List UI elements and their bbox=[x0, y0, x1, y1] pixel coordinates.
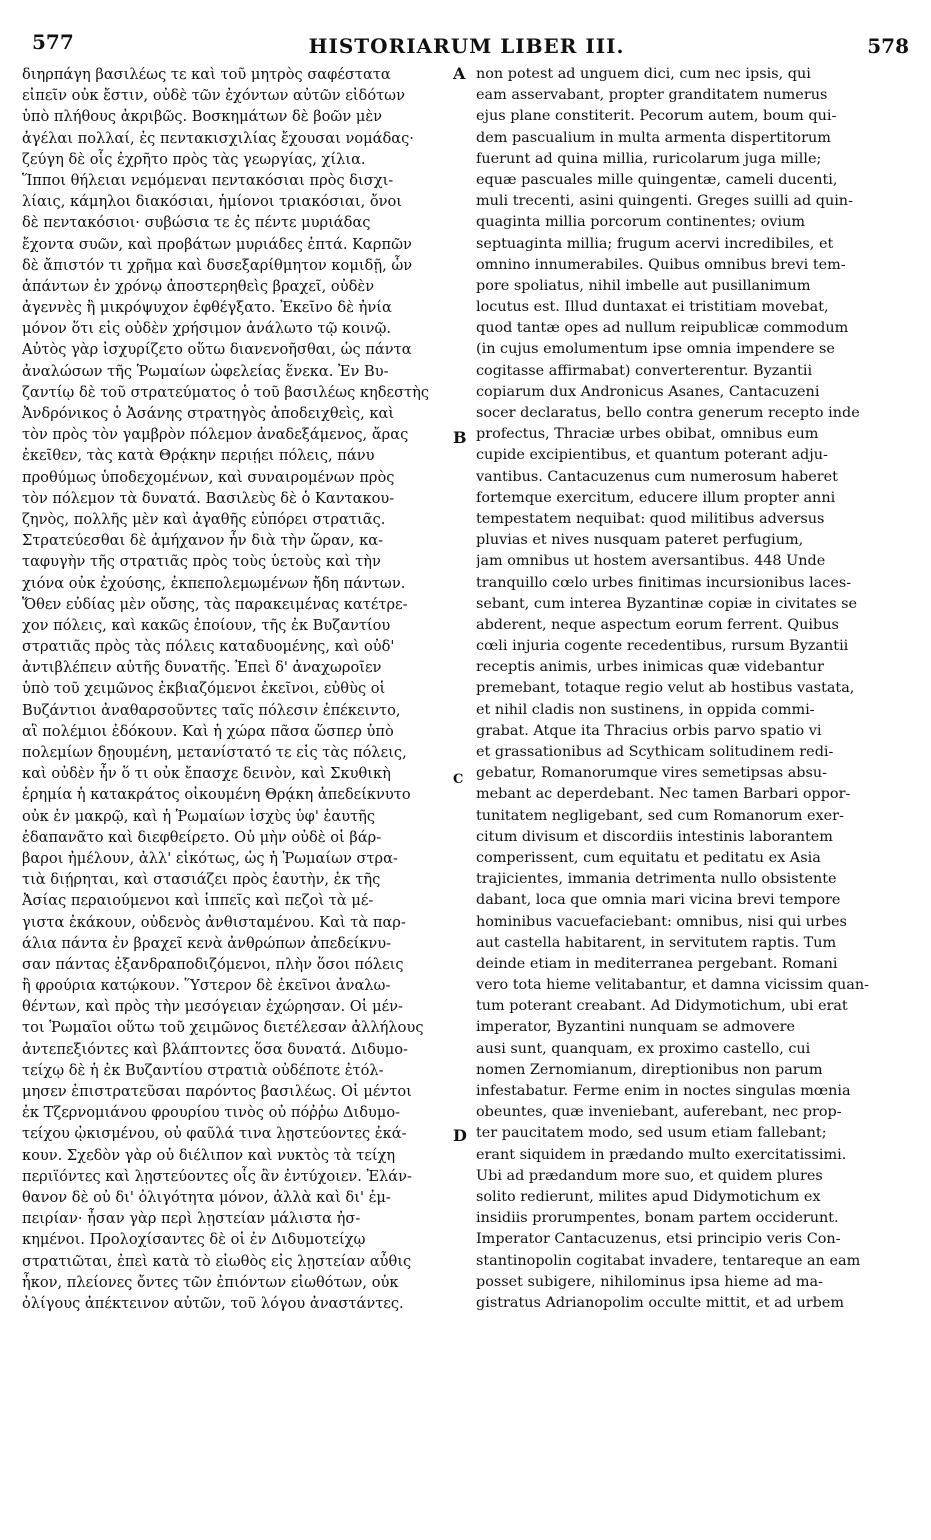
greek-text-line: θανον δὲ οὐ δι' ὀλιγότητα μόνον, ἀλλὰ καὶ δι' ἐμ- bbox=[22, 1188, 391, 1206]
latin-text-line: socer declaratus, bello contra generum recepto inde bbox=[476, 405, 860, 421]
greek-text-line: άλια πάντα ἐν βραχεῖ κενὰ ἀνθρώπων ἀπεδείκνυ- bbox=[22, 934, 392, 952]
latin-text-line: vero tota hieme velitabantur, et damna vicissim quan- bbox=[476, 977, 869, 994]
greek-text-line: δὲ ἄπιστόν τι χρῆμα καὶ δυσεξαρίθμητον κομιδῇ, ὧν bbox=[22, 256, 413, 274]
latin-text-line: cupide excipientibus, et quantum poterant adju- bbox=[476, 447, 828, 464]
latin-text-line: omnino innumerabiles. Quibus omnibus brevi tem- bbox=[476, 256, 846, 273]
greek-text-line: δὲ πεντακόσιοι· συβώσια τε ἐς πέντε μυριάδας bbox=[22, 214, 371, 232]
margin-marker-c: C bbox=[453, 772, 464, 787]
greek-text-line: ἐκεῖθεν, τὰς κατὰ Θρᾴκην περιῄει πόλεις, πάνυ bbox=[22, 447, 375, 465]
greek-text-line: χον πόλεις, καὶ κακῶς ἐποίουν, τῆς ἐκ Βυζαντίου bbox=[22, 616, 391, 634]
greek-text-line: μόνον ὅτι εἰς οὐδὲν χρήσιμον ἀνάλωτο τῷ κοινῷ. bbox=[22, 320, 392, 338]
latin-text-line: tranquillo cœlo urbes finitimas incursionibus laces- bbox=[476, 574, 852, 591]
greek-text-line: ἐρημία ἡ κατακράτος οἰκουμένη Θρᾴκη ἀπεδείκνυτο bbox=[22, 786, 411, 804]
latin-text-line: septuaginta millia; frugum acervi incredibiles, et bbox=[476, 235, 834, 252]
greek-text-line: εἰπεῖν οὐκ ἔστιν, οὐδὲ τῶν ἐχόντων αὐτῶν εἰδότων bbox=[22, 87, 405, 105]
latin-text-line: fortemque exercitum, educere illum propter anni bbox=[476, 489, 836, 506]
latin-text-line: sebant, cum interea Byzantinæ copiæ in civitates se bbox=[476, 595, 858, 612]
latin-text-line: copiarum dux Andronicus Asanes, Cantacuzeni bbox=[476, 383, 820, 400]
greek-text-line: λίαις, κάμηλοι διακόσιαι, ἡμίονοι τριακόσιαι, ὄνοι bbox=[22, 193, 403, 211]
margin-marker-d: D bbox=[453, 1126, 467, 1145]
latin-text-line: trajicientes, immania detrimenta nullo obsistente bbox=[476, 871, 837, 888]
latin-text-line: nomen Zernomianum, direptionibus non parum bbox=[476, 1061, 823, 1078]
greek-text-line: Βυζάντιοι ἀναθαρσοῦντες ταῖς πόλεσιν ἐπέκειντο, bbox=[22, 701, 401, 719]
latin-text-line: muli trecenti, asini quingenti. Greges suilli ad quin- bbox=[476, 193, 853, 210]
greek-text-line: ἀντεπεξιόντες καὶ βλάπτοντες ὅσα δυνατά. Διδυμο- bbox=[22, 1040, 408, 1058]
latin-text-line: gistratus Adrianopolim occulte mittit, et ad urbem bbox=[476, 1294, 844, 1311]
latin-text-line: vantibus. Cantacuzenus cum numerosum haberet bbox=[476, 468, 838, 485]
greek-text-line: Ἀσίας περαιούμενοι καὶ ἱππεῖς καὶ πεζοὶ τὰ μέ- bbox=[22, 892, 374, 910]
latin-text-line: Imperator Cantacuzenus, etsi principio veris Con- bbox=[476, 1231, 841, 1248]
greek-text-column bbox=[22, 64, 466, 1494]
latin-text-line: profectus, Thraciæ urbes obibat, omnibus eum bbox=[476, 426, 819, 443]
latin-text-line: grabat. Atque ita Thracius orbis parvo spatio vi bbox=[476, 722, 822, 739]
latin-text-line: pore spoliatus, nihil imbelle aut pusillanimum bbox=[476, 277, 811, 294]
greek-text-line: ἐδαπανᾶτο καὶ διεφθείρετο. Οὐ μὴν οὐδὲ οἱ βάρ- bbox=[22, 828, 382, 846]
greek-text-line: ἔχοντα συῶν, καὶ προβάτων μυριάδες ἑπτά. Καρπῶν bbox=[22, 235, 412, 253]
greek-text-line: κημένοι. Προλοχίσαντες δὲ οἱ ἐν Διδυμοτείχῳ bbox=[22, 1231, 366, 1249]
greek-text-line: ἁπάντων ἐν χρόνῳ ἀποστερηθεὶς βραχεῖ, οὐδὲν bbox=[22, 277, 375, 295]
latin-text-line: (in cujus emolumentum ipse omnia impendere se bbox=[476, 341, 835, 358]
greek-text-line: Αὐτὸς γὰρ ἰσχυρίζετο οὕτω διανενοῆσθαι, ὡς πάντα bbox=[22, 341, 412, 359]
greek-text-line: ἀγέλαι πολλαί, ἐς πεντακισχιλίας ἔχουσαι νομάδας· bbox=[22, 129, 414, 147]
latin-text-line: equæ pascuales mille quingentæ, cameli ducenti, bbox=[476, 171, 838, 188]
latin-text-line: ausi sunt, quanquam, ex proximo castello, cui bbox=[476, 1040, 811, 1057]
latin-text-line: mebant ac deperdebant. Nec tamen Barbari oppor- bbox=[476, 786, 851, 803]
latin-text-line: dabant, loca que omnia mari vicina brevi tempore bbox=[476, 892, 841, 909]
greek-text-line: στρατιῶται, ἐπεὶ κατὰ τὸ εἰωθὸς εἰς λῃστείαν αὖθις bbox=[22, 1252, 412, 1270]
greek-text-line: ζεύγη δὲ οἷς ἐχρῆτο πρὸς τὰς γεωργίας, χίλια. bbox=[22, 150, 366, 168]
greek-text-line: κουν. Σχεδὸν γὰρ οὐ διέλιπον καὶ νυκτὸς τὰ τείχη bbox=[22, 1146, 396, 1164]
greek-text-line: ὀλίγους ἀπέκτεινον αὐτῶν, τοῦ λόγου ἀναστάντες. bbox=[22, 1294, 404, 1312]
latin-text-line: tunitatem negligebant, sed cum Romanorum exer- bbox=[476, 807, 844, 824]
greek-text-line: ἀναλώσων τῆς Ῥωμαίων ὠφελείας ἕνεκα. Ἐν Βυ- bbox=[22, 362, 389, 380]
greek-text-line: προθύμως ὑποδεχομένων, καὶ συναιρομένων πρὸς bbox=[22, 468, 395, 486]
greek-text-line: τείχῳ δὲ ἡ ἐκ Βυζαντίου στρατιὰ οὐδέποτε ἐτόλ- bbox=[22, 1061, 384, 1079]
greek-text-line: ζαντίῳ δὲ τοῦ στρατεύματος ὁ τοῦ βασιλέως κηδεστὴς bbox=[22, 383, 430, 401]
greek-text-line: Ἀνδρόνικος ὁ Ἀσάνης στρατηγὸς ἀποδειχθεὶς, καὶ bbox=[22, 405, 395, 422]
latin-text-line: Ubi ad prædandum more suo, et quidem plures bbox=[476, 1167, 823, 1184]
latin-text-line: infestabatur. Ferme enim in noctes singulas mœnia bbox=[476, 1083, 851, 1099]
latin-text-line: cogitasse affirmabat) converterentur. Byzantii bbox=[476, 362, 813, 379]
latin-text-line: aut castella habitarent, in servitutem raptis. Tum bbox=[476, 934, 837, 951]
latin-text-line: fuerunt ad quina millia, ruricolarum juga mille; bbox=[476, 150, 822, 167]
greek-text-line: ταφυγὴν τῆς στρατιᾶς πρὸς τοὺς ὑετοὺς καὶ τὴν bbox=[22, 553, 381, 571]
latin-text-line: dem pascualium in multa armenta dispertitorum bbox=[476, 129, 831, 146]
latin-text-line: pluvias et nives nusquam pateret perfugium, bbox=[476, 532, 804, 549]
greek-text-line: ἧκον, πλείονες ὄντες τῶν ἐπιόντων εἰωθότων, οὐκ bbox=[22, 1273, 399, 1291]
greek-text-line: θέντων, καὶ πρὸς τὴν μεσόγειαν ἐχώρησαν. Οἱ μέν- bbox=[22, 998, 403, 1016]
latin-text-line: erant siquidem in prædando multo exercitatissimi. bbox=[476, 1146, 847, 1163]
greek-text-line: ἀντιβλέπειν αὐτῆς δυνατῆς. Ἐπεὶ δ' ἀναχωροῖεν bbox=[22, 659, 382, 677]
running-title: HISTORIARUM LIBER III. bbox=[308, 34, 625, 58]
latin-text-line: et grassationibus ad Scythicam solitudinem redi- bbox=[476, 744, 834, 760]
latin-text-line: quaginta millia porcorum continentes; ovium bbox=[476, 214, 805, 231]
latin-text-line: eam asservabant, propter granditatem numerus bbox=[476, 87, 828, 104]
greek-text-line: ἐκ Τζερνομιάνου φρουρίου τινὸς οὐ πόῤῥω Διδυμο- bbox=[22, 1104, 401, 1122]
greek-text-line: τιὰ διῄρηται, καὶ στασιάζει πρὸς ἑαυτὴν, ἐκ τῆς bbox=[22, 871, 381, 889]
greek-text-line: ἀγεννὲς ἢ μικρόψυχον ἐφθέγξατο. Ἐκεῖνο δὲ ἠνία bbox=[22, 299, 392, 317]
latin-text-line: gebatur, Romanorumque vires semetipsas absu- bbox=[476, 765, 828, 782]
greek-text-line: τοι Ῥωμαῖοι οὕτω τοῦ χειμῶνος διετέλεσαν ἀλλήλους bbox=[22, 1019, 424, 1037]
latin-text-line: comperissent, cum equitatu et peditatu ex Asia bbox=[476, 849, 821, 866]
latin-text-line: imperator, Byzantini nunquam se admovere bbox=[476, 1019, 795, 1036]
margin-marker-a: A bbox=[453, 64, 466, 83]
latin-text-line: receptis animis, urbes inimicas quæ videbantur bbox=[476, 659, 824, 676]
latin-text-line: stantinopolin cogitabat invadere, tentareque an eam bbox=[476, 1252, 861, 1269]
greek-text-line: ὑπὸ τοῦ χειμῶνος ἐκβιαζόμενοι ἐκεῖνοι, εὐθὺς οἱ bbox=[22, 680, 386, 698]
right-page-number: 578 bbox=[867, 34, 909, 58]
page-header bbox=[24, 26, 909, 60]
latin-text-line: deinde etiam in mediterranea pergebant. Romani bbox=[476, 955, 838, 972]
greek-text-line: πειρίαν· ἦσαν γὰρ περὶ λῃστείαν μάλιστα ἠσ- bbox=[22, 1210, 361, 1228]
greek-text-line: Ἵπποι θήλειαι νεμόμεναι πεντακόσιαι πρὸς δισχι- bbox=[22, 171, 394, 189]
greek-text-line: πολεμίων δῃουμένη, μετανίστατό τε εἰς τὰς πόλεις, bbox=[22, 744, 407, 761]
greek-text-line: τὸν πρὸς τὸν γαμβρὸν πόλεμον ἀναδεξάμενος, ἄρας bbox=[22, 426, 409, 444]
left-page-number: 577 bbox=[32, 30, 74, 54]
latin-text-line: insidiis prorumpentes, bonam partem occiderunt. bbox=[476, 1210, 839, 1227]
greek-text-line: στρατιᾶς πρὸς τὰς πόλεις καταδυομένης, καὶ οὐδ' bbox=[22, 638, 395, 656]
greek-text-line: τείχου ᾠκισμένου, οὐ φαῦλά τινα λῃστεύοντες ἐκά- bbox=[22, 1125, 407, 1143]
greek-text-line: ὑπὸ πλήθους ἀκριβῶς. Βοσκημάτων δὲ βοῶν μὲν bbox=[22, 108, 383, 126]
greek-text-line: διηρπάγη βασιλέως τε καὶ τοῦ μητρὸς σαφέστατα bbox=[22, 66, 391, 83]
latin-text-line: hominibus vacuefaciebant: omnibus, nisi qui urbes bbox=[476, 913, 847, 930]
latin-text-column bbox=[476, 64, 906, 1494]
margin-marker-b: B bbox=[453, 428, 467, 447]
latin-text-line: obeuntes, quæ inveniebant, auferebant, nec prop- bbox=[476, 1104, 842, 1121]
greek-text-line: Στρατεύεσθαι δὲ ἀμήχανον ἦν διὰ τὴν ὥραν, κα- bbox=[22, 532, 384, 550]
greek-text-line: χιόνα οὐκ ἐχούσης, ἐκπεπολεμωμένων ἤδη πάντων. bbox=[22, 574, 406, 592]
greek-text-line: περιϊόντες καὶ λῃστεύοντες οἷς ἂν ἐντύχοιεν. Ἐλάν- bbox=[22, 1167, 412, 1185]
greek-text-line: γιστα ἐκάκουν, οὐδενὸς ἀνθισταμένου. Καὶ τὰ παρ- bbox=[22, 913, 406, 931]
greek-text-line: σαν πάντας ἐξανδραποδιζόμενοι, πλὴν ὅσοι πόλεις bbox=[22, 955, 404, 973]
latin-text-line: abderent, neque aspectum eorum ferrent. Quibus bbox=[476, 616, 839, 633]
greek-text-line: ἢ φρούρια κατῴκουν. Ὕστερον δὲ ἐκεῖνοι ἀναλω- bbox=[22, 977, 391, 995]
latin-text-line: premebant, totaque regio velut ab hostibus vastata, bbox=[476, 680, 855, 697]
latin-text-line: jam omnibus ut hostem aversantibus. 448 Unde bbox=[476, 553, 826, 570]
latin-text-line: ter paucitatem modo, sed usum etiam fallebant; bbox=[476, 1125, 827, 1142]
latin-text-line: cœli injuria cogente recedentibus, rursum Byzantii bbox=[476, 638, 849, 655]
greek-text-line: οὐκ ἐν μακρῷ, καὶ ἡ Ῥωμαίων ἰσχὺς ὑφ' ἑαυτῆς bbox=[22, 807, 376, 825]
greek-text-line: τὸν πόλεμον τὰ δυνατά. Βασιλεὺς δὲ ὁ Καντακου- bbox=[22, 489, 395, 507]
latin-text-line: locutus est. Illud duntaxat ei tristitiam movebat, bbox=[476, 299, 829, 316]
latin-text-line: tum poterant creabant. Ad Didymotichum, ubi erat bbox=[476, 998, 848, 1015]
greek-text-line: καὶ οὐδὲν ἦν ὅ τι οὐκ ἔπασχε δεινὸν, καὶ Σκυθικὴ bbox=[22, 765, 391, 783]
latin-text-line: solito redierunt, milites apud Didymotichum ex bbox=[476, 1188, 821, 1205]
latin-text-line: tempestatem nequibat: quod militibus adversus bbox=[476, 510, 825, 527]
greek-text-line: βαροι ἠμέλουν, ἀλλ' εἰκότως, ὡς ἡ Ῥωμαίων στρα- bbox=[22, 849, 398, 867]
greek-text-line: αἳ πολέμιοι ἐδόκουν. Καὶ ἡ χώρα πᾶσα ὥσπερ ὑπὸ bbox=[22, 722, 394, 740]
latin-text-line: et nihil cladis non sustinens, in oppida commi- bbox=[476, 701, 815, 718]
greek-text-line: Ὅθεν εὐδίας μὲν οὔσης, τὰς παρακειμένας κατέτρε- bbox=[22, 595, 408, 613]
latin-text-line: ejus plane constiterit. Pecorum autem, boum qui- bbox=[476, 108, 837, 125]
latin-text-line: posset subigere, nihilominus ipsa hieme ad ma- bbox=[476, 1273, 823, 1290]
latin-text-line: non potest ad unguem dici, cum nec ipsis, qui bbox=[476, 66, 811, 82]
latin-text-line: citum divisum et discordiis intestinis laborantem bbox=[476, 828, 833, 845]
greek-text-line: μησεν ἐπιστρατεῦσαι παρόντος βασιλέως. Οἱ μέντοι bbox=[22, 1083, 412, 1100]
greek-text-line: ζηνὸς, πολλῆς μὲν καὶ ἀγαθῆς εὐπόρει στρατιᾶς. bbox=[22, 510, 386, 528]
latin-text-line: quod tantæ opes ad nullum reipublicæ commodum bbox=[476, 320, 849, 337]
